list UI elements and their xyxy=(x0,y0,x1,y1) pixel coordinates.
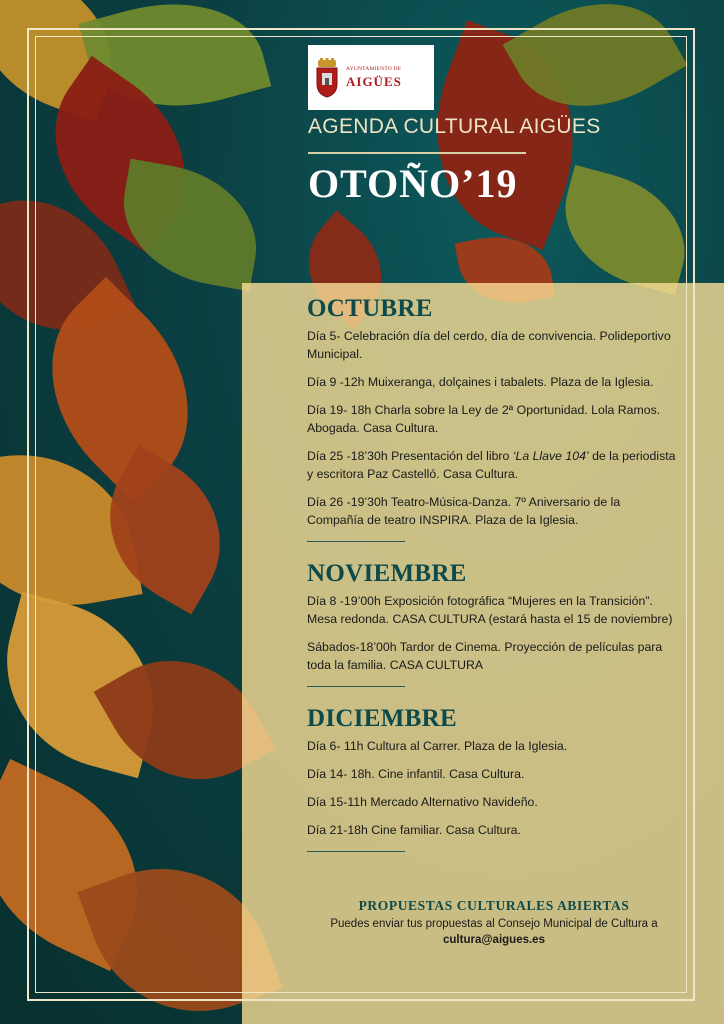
title-divider xyxy=(308,152,526,154)
proposals-title: PROPUESTAS CULTURALES ABIERTAS xyxy=(358,898,630,913)
season-title: OTOÑO’19 xyxy=(308,161,518,206)
contact-email[interactable]: cultura@aigues.es xyxy=(443,934,545,946)
month-title: DICIEMBRE xyxy=(307,705,457,732)
proposals-footer xyxy=(300,898,688,946)
month-divider xyxy=(307,851,405,852)
event-item: Día 14- 18h. Cine infantil. Casa Cultura. xyxy=(307,767,525,781)
event-item xyxy=(307,447,679,483)
month-title: OCTUBRE xyxy=(307,295,433,322)
event-item: Día 9 -12h Muixeranga, dolçaines i tabalets. Plaza de la Iglesia. xyxy=(307,375,654,389)
logo-line1: AYUNTAMIENTO DE xyxy=(346,66,402,73)
event-item: Día 26 -19’30h Teatro-Música-Danza. 7º Aniversario de la Compañía de teatro INSPIRA. Plaza de la Iglesia. xyxy=(307,495,621,527)
month-divider xyxy=(307,686,405,687)
agenda-heading: AGENDA CULTURAL AIGÜES xyxy=(308,115,601,138)
event-item: Día 21-18h Cine familiar. Casa Cultura. xyxy=(307,823,521,837)
event-item: Día 5- Celebración día del cerdo, día de convivencia. Polideportivo Municipal. xyxy=(307,329,671,361)
coat-of-arms-icon xyxy=(314,58,340,98)
event-item: Día 15-11h Mercado Alternativo Navideño. xyxy=(307,795,538,809)
event-item: Día 8 -19’00h Exposición fotográfica “Mujeres en la Transición”. Mesa redonda. CASA CULTURA (estará hasta el 15 de noviembre) xyxy=(307,594,673,626)
month-divider xyxy=(307,541,405,542)
event-text: Día 25 -18’30h Presentación del libro xyxy=(307,449,513,463)
month-title: NOVIEMBRE xyxy=(307,560,467,587)
town-logo xyxy=(308,45,434,110)
event-item: Día 6- 11h Cultura al Carrer. Plaza de la Iglesia. xyxy=(307,739,568,753)
proposals-text: Puedes enviar tus propuestas al Consejo Municipal de Cultura a xyxy=(330,918,658,930)
logo-line2: AIGÜES xyxy=(346,73,402,89)
event-text: de la periodista y escritora Paz Castelló. Casa Cultura. xyxy=(307,449,676,481)
agenda-content xyxy=(307,295,679,870)
event-item: Sábados-18’00h Tardor de Cinema. Proyección de películas para toda la familia. CASA CULTURA xyxy=(307,640,663,672)
event-item: Día 19- 18h Charla sobre la Ley de 2ª Oportunidad. Lola Ramos. Abogada. Casa Cultura. xyxy=(307,403,661,435)
book-title: ‘La Llave 104’ xyxy=(512,449,589,463)
